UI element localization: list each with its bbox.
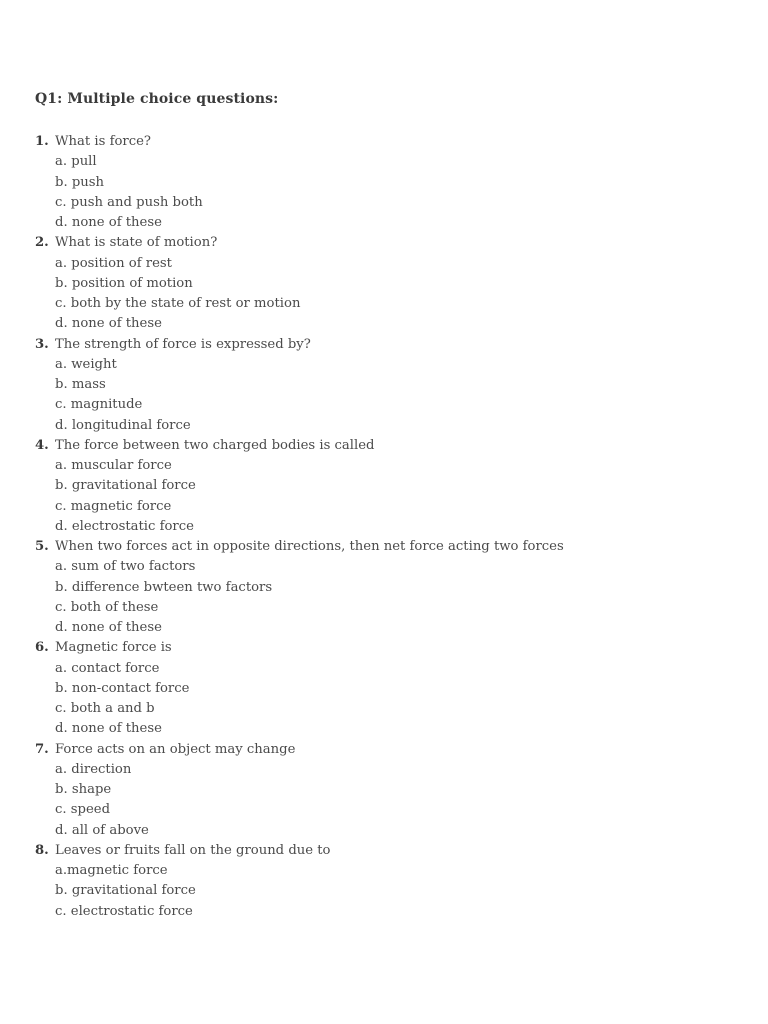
question-text: The force between two charged bodies is called bbox=[55, 437, 375, 453]
question-text: Leaves or fruits fall on the ground due to bbox=[55, 842, 331, 858]
answer-option: d. none of these bbox=[55, 215, 162, 230]
answer-option: c. both a and b bbox=[55, 701, 155, 716]
question-list bbox=[35, 132, 564, 922]
answer-option: a.magnetic force bbox=[55, 863, 168, 878]
question-text: The strength of force is expressed by? bbox=[55, 336, 311, 352]
answer-option: a. pull bbox=[55, 154, 97, 170]
answer-option: b. difference bwteen two factors bbox=[55, 579, 273, 595]
answer-option: b. gravitational force bbox=[55, 478, 196, 494]
answer-option: a. position of rest bbox=[55, 255, 172, 271]
question-number: 3. bbox=[35, 336, 49, 352]
question-text: What is force? bbox=[55, 134, 151, 149]
answer-option: b. gravitational force bbox=[55, 883, 196, 899]
answer-option: a. direction bbox=[55, 761, 132, 777]
answer-option: a. weight bbox=[55, 356, 117, 372]
answer-option: b. shape bbox=[55, 782, 112, 797]
answer-option: b. mass bbox=[55, 377, 106, 392]
answer-option: d. longitudinal force bbox=[55, 417, 191, 433]
question-8 bbox=[35, 841, 564, 861]
question-number: 4. bbox=[35, 437, 49, 453]
question-number: 8. bbox=[35, 842, 49, 858]
answer-option: b. push bbox=[55, 174, 105, 190]
question-number: 6. bbox=[35, 640, 49, 656]
answer-option: c. both of these bbox=[55, 599, 159, 615]
question-number: 7. bbox=[35, 741, 49, 757]
answer-option: c. speed bbox=[55, 802, 111, 818]
question-text: What is state of motion? bbox=[55, 235, 218, 251]
question-2 bbox=[35, 233, 564, 253]
question-3 bbox=[35, 335, 564, 355]
answer-option: b. non-contact force bbox=[55, 680, 190, 696]
question-7 bbox=[35, 740, 564, 760]
answer-option: d. none of these bbox=[55, 721, 162, 737]
answer-option: a. sum of two factors bbox=[55, 559, 196, 575]
question-number: 5. bbox=[35, 539, 49, 554]
answer-option: b. position of motion bbox=[55, 275, 193, 291]
question-6 bbox=[35, 638, 564, 658]
answer-option: c. magnitude bbox=[55, 397, 143, 413]
answer-option: d. none of these bbox=[55, 620, 162, 635]
question-text: Magnetic force is bbox=[55, 640, 172, 656]
question-5 bbox=[35, 537, 564, 557]
question-text: Force acts on an object may change bbox=[55, 741, 296, 757]
answer-option: a. muscular force bbox=[55, 458, 172, 473]
answer-option: c. electrostatic force bbox=[55, 903, 193, 919]
question-text: When two forces act in opposite directions, then net force acting two forces bbox=[55, 539, 564, 554]
question-1 bbox=[35, 132, 564, 152]
answer-option: d. none of these bbox=[55, 316, 162, 332]
answer-option: c. magnetic force bbox=[55, 498, 172, 514]
question-4 bbox=[35, 436, 564, 456]
answer-option: c. push and push both bbox=[55, 194, 203, 210]
answer-option: d. electrostatic force bbox=[55, 518, 194, 534]
question-number: 2. bbox=[35, 235, 49, 251]
question-number: 1. bbox=[35, 134, 49, 149]
answer-option: c. both by the state of rest or motion bbox=[55, 296, 301, 311]
answer-option: a. contact force bbox=[55, 660, 160, 676]
section-title: Q1: Multiple choice questions: bbox=[35, 91, 279, 107]
answer-option: d. all of above bbox=[55, 822, 149, 838]
